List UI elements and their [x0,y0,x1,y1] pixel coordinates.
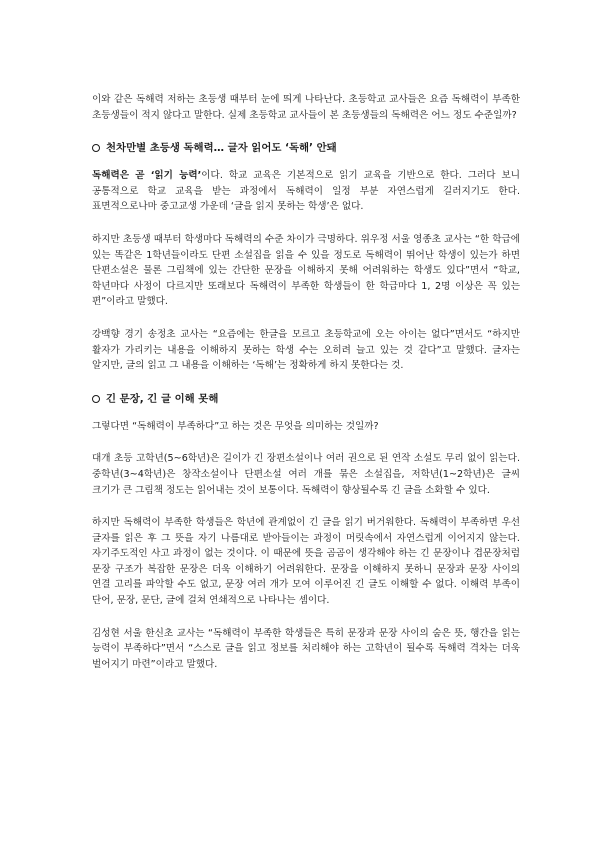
paragraph-teacher-quote-2: 강백향 경기 송정초 교사는 “요즘에는 한글을 모르고 초등학교에 오는 아이는 없다”면서도 “하지만 활자가 가리키는 내용을 이해하지 못하는 학생 수는 오히려 늘고 있는 것 같다”고 말했다. 글자는 알지만, 글의 읽고 그 내용을 이해하는 ‘독해’는 정확하게 하지 못한다는 것. [92,328,520,372]
paragraph-teacher-quote-1: 하지만 초등생 때부터 학생마다 독해력의 수준 차이가 극명하다. 위우정 서울 영종초 교사는 “한 학급에 있는 똑같은 1학년들이라도 단편 소설집을 읽을 수 있을 정도로 독해력이 뛰어난 학생이 있는가 하면 단편소설은 물론 그림책에 있는 간단한 문장을 이해하지 못해 어려워하는 학생도 있다”면서 “학교, 학년마다 사정이 다르지만 또래보다 독해력이 부족한 학생들이 한 학급마다 1, 2명 이상은 꼭 있는 편”이라고 말했다. [92,233,520,308]
section-heading-2 [92,391,520,407]
paragraph-comprehension-gap: 하지만 독해력이 부족한 학생들은 학년에 관계없이 긴 글을 읽기 버거워한다. 독해력이 부족하면 우선 글자를 읽은 후 그 뜻을 자기 나름대로 받아들이는 과정이 머릿속에서 자연스럽게 이어지지 않는다. 자기주도적인 사고 과정이 없는 것이다. 이 때문에 뜻을 곰곰이 생각해야 하는 긴 문장이나 겹문장처럼 문장 구조가 복잡한 문장은 더욱 이해하기 어려워한다. 문장을 이해하지 못하니 문장과 문장 사이의 연결 고리를 파악할 수도 없고, 문장 여러 개가 모여 이루어진 긴 글도 이해할 수 없다. 이해력 부족이 단어, 문장, 문단, 글에 걸쳐 연쇄적으로 나타나는 셈이다. [92,517,520,607]
section-heading-1 [92,140,520,156]
paragraph-reading-ability [92,168,520,215]
paragraph-teacher-quote-3: 김성현 서울 한신초 교사는 “독해력이 부족한 학생들은 특히 문장과 문장 사이의 숨은 뜻, 행간을 읽는 능력이 부족하다”면서 “스스로 글을 읽고 정보를 처리해야 하는 고학년이 될수록 독해력 격차는 더욱 벌어지기 마련”이라고 말했다. [92,627,520,670]
paragraph-body-text: 이다. 학교 교육은 기본적으로 읽기 교육을 기반으로 한다. 그러다 보니 공통적으로 학교 교육을 받는 과정에서 독해력이 일정 부분 자연스럽게 길러지기도 한다. 표면적으로나마 중고교생 가운데 ‘글을 읽지 못하는 학생’은 없다. [92,170,520,213]
section-heading-2-text: 긴 문장, 긴 글 이해 못해 [106,392,219,405]
paragraph-lead-text: 독해력은 곧 ‘읽기 능력’ [92,170,202,182]
circle-bullet-icon [92,395,100,403]
paragraph-grade-levels: 대개 초등 고학년(5~6학년)은 길이가 긴 장편소설이나 여러 권으로 된 연작 소설도 무리 없이 읽는다. 중학년(3~4학년)은 창작소설이나 단편소설 여러 개를 묶은 소설집을, 저학년(1~2학년)은 글씨 크기가 큰 그림책 정도는 읽어내는 것이 보통이다. 독해력이 향상될수록 긴 글을 소화할 수 있다. [92,453,520,496]
paragraph-intro: 이와 같은 독해력 저하는 초등생 때부터 눈에 띄게 나타난다. 초등학교 교사들은 요즘 독해력이 부족한 초등생들이 적지 않다고 말한다. 실제 초등학교 교사들이 본 초등생들의 독해력은 어느 정도 수준일까? [92,94,520,121]
document-page [92,92,520,689]
section-heading-1-text: 천차만별 초등생 독해력… 글자 읽어도 ‘독해’ 안돼 [106,142,337,155]
circle-bullet-icon [92,144,100,152]
paragraph-question: 그렇다면 “독해력이 부족하다”고 하는 것은 무엇을 의미하는 것일까? [92,420,379,432]
